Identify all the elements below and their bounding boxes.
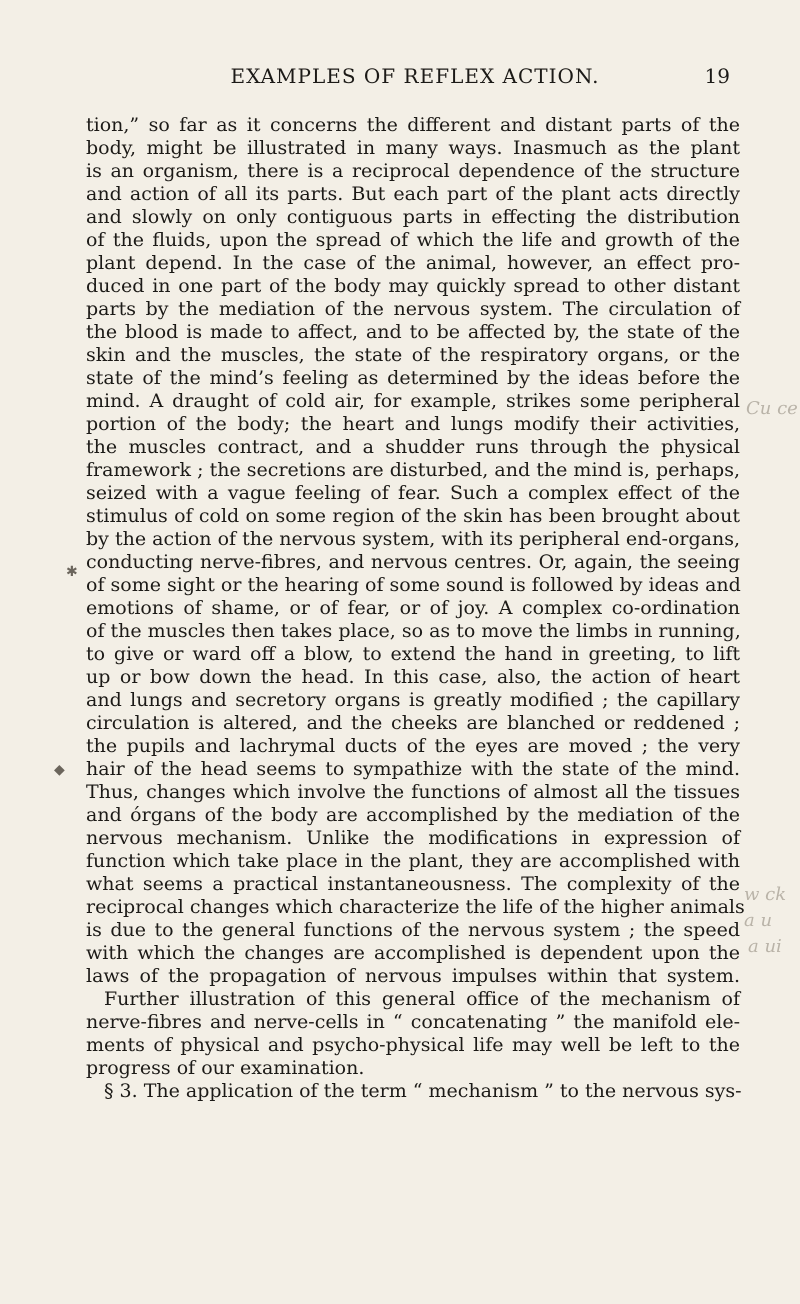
text-line: of the muscles then takes place, so as to move the limbs in running, bbox=[86, 620, 741, 642]
text-line: portion of the body; the heart and lungs modify their activities, bbox=[86, 413, 740, 435]
text-line: with which the changes are accomplished is dependent upon the bbox=[86, 942, 740, 964]
text-line: ments of physical and psycho-physical life may well be left to the bbox=[86, 1034, 740, 1056]
text-line: state of the mind’s feeling as determined by the ideas before the bbox=[86, 367, 740, 389]
text-line: and lungs and secretory organs is greatly modified ; the capillary bbox=[86, 689, 740, 711]
margin-handwriting: w ck bbox=[744, 884, 787, 905]
text-line: skin and the muscles, the state of the respiratory organs, or the bbox=[86, 344, 740, 366]
text-line: hair of the head seems to sympathize with the state of the mind. bbox=[86, 758, 740, 780]
text-line: laws of the propagation of nervous impulses within that system. bbox=[86, 965, 740, 987]
running-head bbox=[100, 64, 730, 94]
text-line: to give or ward off a blow, to extend the hand in greeting, to lift bbox=[86, 643, 740, 665]
text-line: up or bow down the head. In this case, also, the action of heart bbox=[86, 666, 740, 688]
text-line: progress of our examination. bbox=[86, 1057, 365, 1079]
text-line: Further illustration of this general office of the mechanism of bbox=[104, 988, 740, 1010]
text-line: mind. A draught of cold air, for example, strikes some peripheral bbox=[86, 390, 740, 412]
text-line: is an organism, there is a reciprocal dependence of the structure bbox=[86, 160, 740, 182]
text-line: § 3. The application of the term “ mechanism ” to the nervous sys- bbox=[104, 1080, 742, 1102]
text-line: body, might be illustrated in many ways. Inasmuch as the plant bbox=[86, 137, 740, 159]
text-line: nerve-fibres and nerve-cells in “ concatenating ” the manifold ele- bbox=[86, 1011, 740, 1033]
text-line: nervous mechanism. Unlike the modifications in expression of bbox=[86, 827, 740, 849]
page-number: 19 bbox=[704, 64, 730, 88]
text-line: Thus, changes which involve the functions of almost all the tissues bbox=[86, 781, 740, 803]
margin-handwriting: a ui bbox=[748, 936, 782, 957]
ink-speck-mark: ✱ bbox=[66, 564, 78, 580]
text-line: the pupils and lachrymal ducts of the eyes are moved ; the very bbox=[86, 735, 740, 757]
margin-handwriting: Cu ce bbox=[746, 398, 798, 419]
text-line: the muscles contract, and a shudder runs through the physical bbox=[86, 436, 740, 458]
text-line: stimulus of cold on some region of the skin has been brought about bbox=[86, 505, 740, 527]
text-line: framework ; the secretions are disturbed, and the mind is, perhaps, bbox=[86, 459, 740, 481]
text-line: reciprocal changes which characterize the life of the higher animals bbox=[86, 896, 745, 918]
text-line: parts by the mediation of the nervous system. The circulation of bbox=[86, 298, 740, 320]
running-title: EXAMPLES OF REFLEX ACTION. bbox=[230, 64, 600, 88]
text-line: and slowly on only contiguous parts in effecting the distribution bbox=[86, 206, 740, 228]
text-line: tion,” so far as it concerns the different and distant parts of the bbox=[86, 114, 740, 136]
text-line: function which take place in the plant, they are accomplished with bbox=[86, 850, 740, 872]
text-line: of the fluids, upon the spread of which the life and growth of the bbox=[86, 229, 740, 251]
body-text bbox=[86, 114, 745, 1103]
text-line: circulation is altered, and the cheeks are blanched or reddened ; bbox=[86, 712, 740, 734]
text-line: duced in one part of the body may quickly spread to other distant bbox=[86, 275, 740, 297]
ink-speck-mark: ◆ bbox=[54, 762, 65, 778]
margin-handwriting: a u bbox=[744, 910, 773, 931]
text-line: and action of all its parts. But each part of the plant acts directly bbox=[86, 183, 740, 205]
text-line: of some sight or the hearing of some sound is followed by ideas and bbox=[86, 574, 741, 596]
text-line: what seems a practical instantaneousness. The complexity of the bbox=[86, 873, 740, 895]
text-line: and órgans of the body are accomplished by the mediation of the bbox=[86, 804, 740, 826]
text-line: seized with a vague feeling of fear. Such a complex effect of the bbox=[86, 482, 740, 504]
text-line: plant depend. In the case of the animal, however, an effect pro- bbox=[86, 252, 740, 274]
text-line: the blood is made to affect, and to be affected by, the state of the bbox=[86, 321, 740, 343]
text-line: conducting nerve-fibres, and nervous centres. Or, again, the seeing bbox=[86, 551, 740, 573]
text-line: is due to the general functions of the nervous system ; the speed bbox=[86, 919, 740, 941]
text-line: by the action of the nervous system, with its peripheral end-organs, bbox=[86, 528, 740, 550]
text-line: emotions of shame, or of fear, or of joy. A complex co-ordination bbox=[86, 597, 740, 619]
